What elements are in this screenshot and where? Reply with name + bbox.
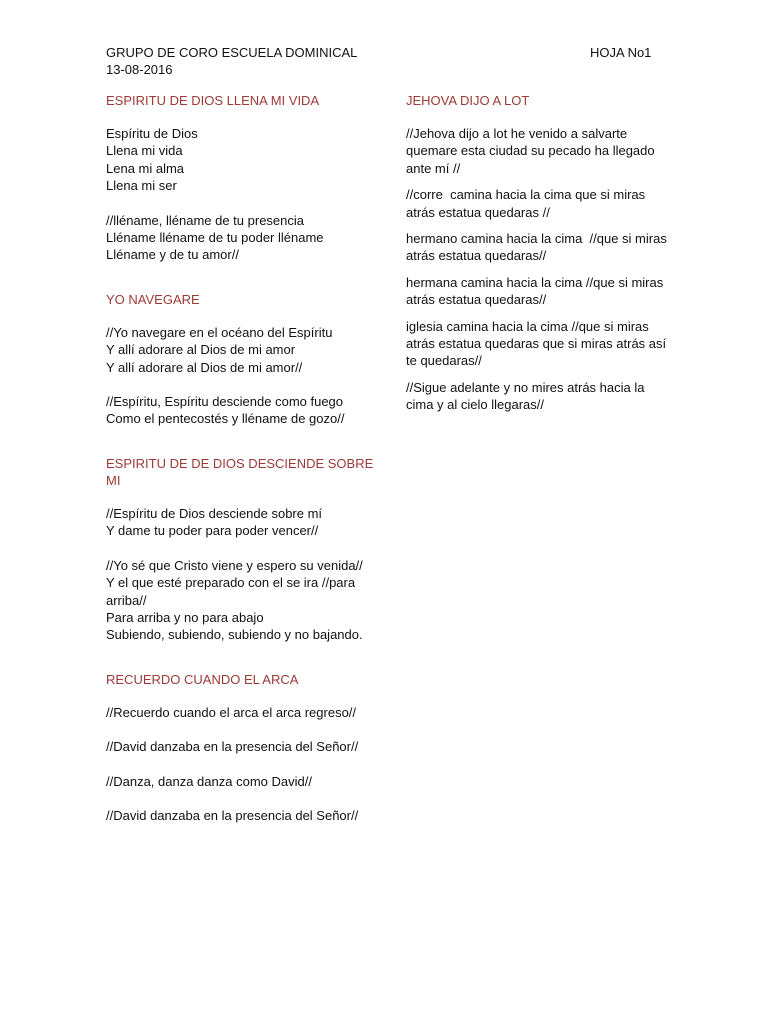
left-column: [106, 92, 386, 824]
lyric-line: //Jehova dijo a lot he venido a salvarte: [406, 126, 628, 141]
right-column: [406, 92, 676, 414]
lyric-line: iglesia camina hacia la cima //que si miras: [406, 318, 649, 334]
song-stanza: [106, 125, 386, 195]
lyric-line: //David danzaba en la presencia del Señor//: [106, 739, 359, 755]
lyric-line: //Recuerdo cuando el arca el arca regreso//: [106, 704, 357, 720]
lyric-line: hermana camina hacia la cima //que si miras: [406, 274, 664, 290]
lyric-line: //corre camina hacia la cima que si miras: [406, 187, 646, 203]
lyric-line: atrás estatua quedaras//: [406, 292, 547, 308]
lyric-line: atrás estatua quedaras//: [406, 248, 547, 264]
song-stanza: [406, 318, 676, 370]
song-stanza: [106, 773, 386, 790]
lyric-line: Subiendo, subiendo, subiendo y no bajando.: [106, 627, 363, 643]
lyric-line: Llena mi vida: [106, 143, 183, 159]
song-stanza: [406, 379, 676, 414]
song-title: ESPIRITU DE DIOS LLENA MI VIDA: [106, 93, 320, 108]
song-stanza: [106, 505, 386, 540]
lyric-line: //David danzaba en la presencia del Señor//: [106, 807, 359, 823]
header-left: [106, 44, 357, 78]
song-stanza: [406, 274, 676, 309]
song-stanza: [406, 230, 676, 265]
lyric-line: arriba//: [106, 592, 147, 608]
sheet-number: HOJA No1: [590, 45, 652, 60]
song-stanza: [406, 186, 676, 221]
lyric-line: //Yo sé que Cristo viene y espero su venida//: [106, 557, 363, 573]
lyric-line: Y el que esté preparado con el se ira //para: [106, 575, 356, 591]
lyric-line: //Espíritu de Dios desciende sobre mí: [106, 505, 323, 521]
song-stanza: [106, 393, 386, 428]
document-date: 13-08-2016: [106, 62, 173, 77]
lyric-line: cima y al cielo llegaras//: [406, 397, 544, 413]
lyric-line: Lléname y de tu amor//: [106, 247, 239, 263]
lyric-line: //Sigue adelante y no mires atrás hacia la: [406, 379, 645, 395]
song-stanza: [106, 324, 386, 376]
song-stanza: [106, 738, 386, 755]
lyric-line: te quedaras//: [406, 353, 482, 369]
song-title: YO NAVEGARE: [106, 291, 200, 307]
song-stanza: [106, 212, 386, 264]
lyric-line: Espíritu de Dios: [106, 126, 198, 141]
lyric-line: Lléname lléname de tu poder lléname: [106, 230, 324, 246]
lyric-line: ante mí //: [406, 160, 461, 176]
lyric-line: //Yo navegare en el océano del Espíritu: [106, 324, 333, 340]
lyric-line: Llena mi ser: [106, 178, 177, 194]
lyric-line: atrás estatua quedaras que si miras atrás así: [406, 336, 667, 352]
lyric-line: quemare esta ciudad su pecado ha llegado: [406, 143, 655, 159]
song-title: RECUERDO CUANDO EL ARCA: [106, 671, 299, 687]
lyric-line: Y allí adorare al Dios de mi amor//: [106, 359, 303, 375]
lyric-line: hermano camina hacia la cima //que si miras: [406, 231, 667, 247]
lyric-line: Y dame tu poder para poder vencer//: [106, 523, 319, 539]
lyric-line: //Espíritu, Espíritu desciende como fuego: [106, 394, 344, 410]
group-name: GRUPO DE CORO ESCUELA DOMINICAL: [106, 45, 358, 60]
song-stanza: [106, 557, 386, 644]
lyric-line: Lena mi alma: [106, 160, 185, 176]
song-title: ESPIRITU DE DE DIOS DESCIENDE SOBRE MI: [106, 455, 374, 488]
lyric-line: Y allí adorare al Dios de mi amor: [106, 342, 296, 358]
song-stanza: [106, 704, 386, 721]
lyric-line: //Danza, danza danza como David//: [106, 773, 312, 789]
song-stanza: [406, 125, 676, 177]
lyric-line: Para arriba y no para abajo: [106, 609, 264, 625]
song-stanza: [106, 807, 386, 824]
lyric-line: Como el pentecostés y lléname de gozo//: [106, 411, 345, 427]
lyric-line: //lléname, lléname de tu presencia: [106, 212, 305, 228]
song-title: JEHOVA DIJO A LOT: [406, 93, 530, 108]
lyric-line: atrás estatua quedaras //: [406, 204, 550, 220]
